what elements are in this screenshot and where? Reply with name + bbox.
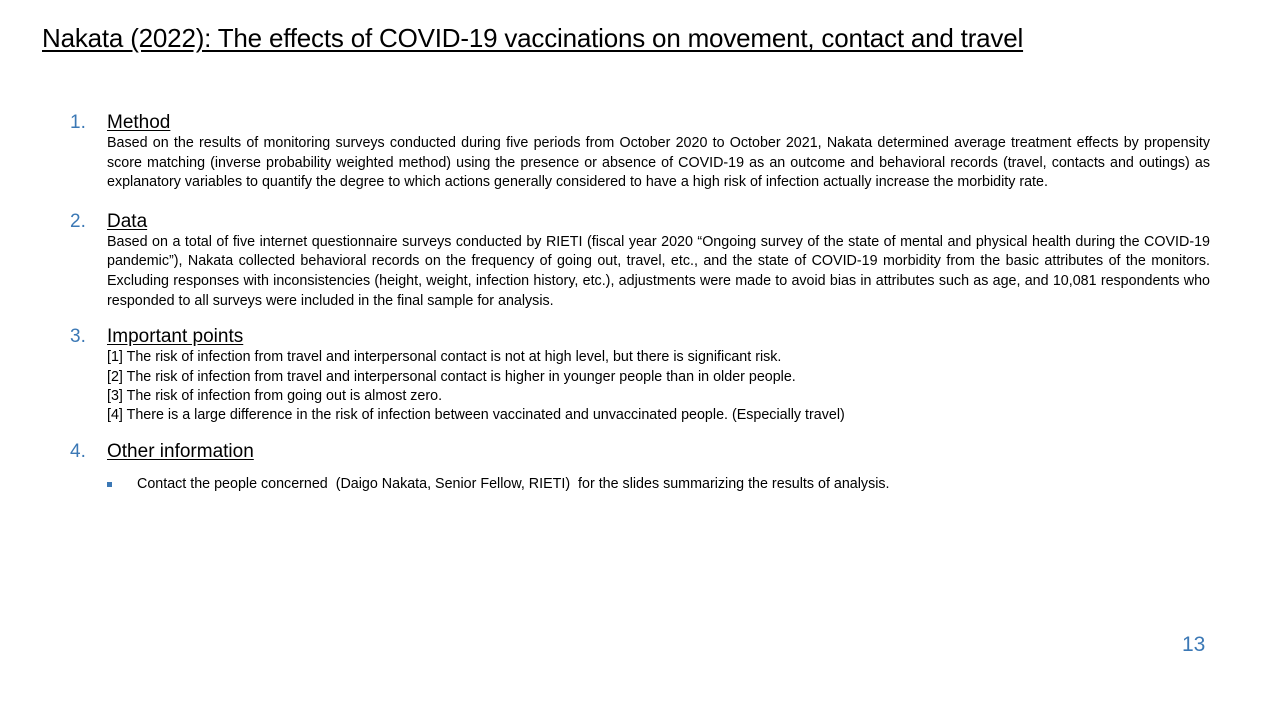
- bullet-item: [107, 475, 1210, 494]
- bullet-text: Contact the people concerned (Daigo Nakata, Senior Fellow, RIETI) for the slides summarizing the results of analysis.: [137, 475, 890, 492]
- point-item: [4] There is a large difference in the risk of infection between vaccinated and unvaccinated people. (Especially travel): [107, 407, 845, 424]
- page-number: 13: [1182, 633, 1206, 656]
- slide-title: Nakata (2022): The effects of COVID-19 vaccinations on movement, contact and travel: [42, 23, 1024, 53]
- square-bullet-icon: [107, 482, 112, 487]
- section-other-information: [70, 441, 1210, 494]
- section-number: 1.: [70, 112, 86, 133]
- section-number: 2.: [70, 210, 86, 232]
- section-method: [70, 112, 1210, 193]
- section-text: Based on the results of monitoring surveys conducted during five periods from October 2020 to October 2021, Nakata determined average treatment effects by propensity score matching (inverse probability weighted method) using the presence or absence of COVID-19 as an outcome and behavioral records (travel, contacts and outings) as explanatory variables to quantify the degree to which actions generally considered to have a high risk of infection actually increase the morbidity rate.: [107, 135, 1210, 191]
- section-number: 3.: [70, 326, 86, 348]
- section-heading: Other information: [107, 440, 254, 462]
- point-item: [2] The risk of infection from travel and interpersonal contact is higher in younger people than in older people.: [107, 368, 796, 385]
- section-data: [70, 211, 1210, 311]
- section-important-points: [70, 326, 1210, 426]
- point-item: [1] The risk of infection from travel and interpersonal contact is not at high level, but there is significant risk.: [107, 349, 782, 366]
- section-heading: Important points: [107, 326, 244, 348]
- section-number: 4.: [70, 440, 86, 462]
- section-list: [70, 112, 1210, 494]
- point-item: [3] The risk of infection from going out is almost zero.: [107, 387, 443, 404]
- section-text: Based on a total of five internet questionnaire surveys conducted by RIETI (fiscal year 2020 “Ongoing survey of the state of mental and physical health during the COVID-19 pandemic”), Nakata collected behavioral records on the frequency of going out, travel, etc., and the state of COVID-19 morbidity from the basic attributes of the monitors. Excluding responses with inconsistencies (height, weight, infection history, etc.), adjustments were made to avoid bias in attributes such as age, and 10,081 respondents who responded to all surveys were included in the final sample for analysis.: [107, 233, 1210, 309]
- section-heading: Data: [107, 210, 148, 232]
- section-heading: Method: [107, 112, 171, 133]
